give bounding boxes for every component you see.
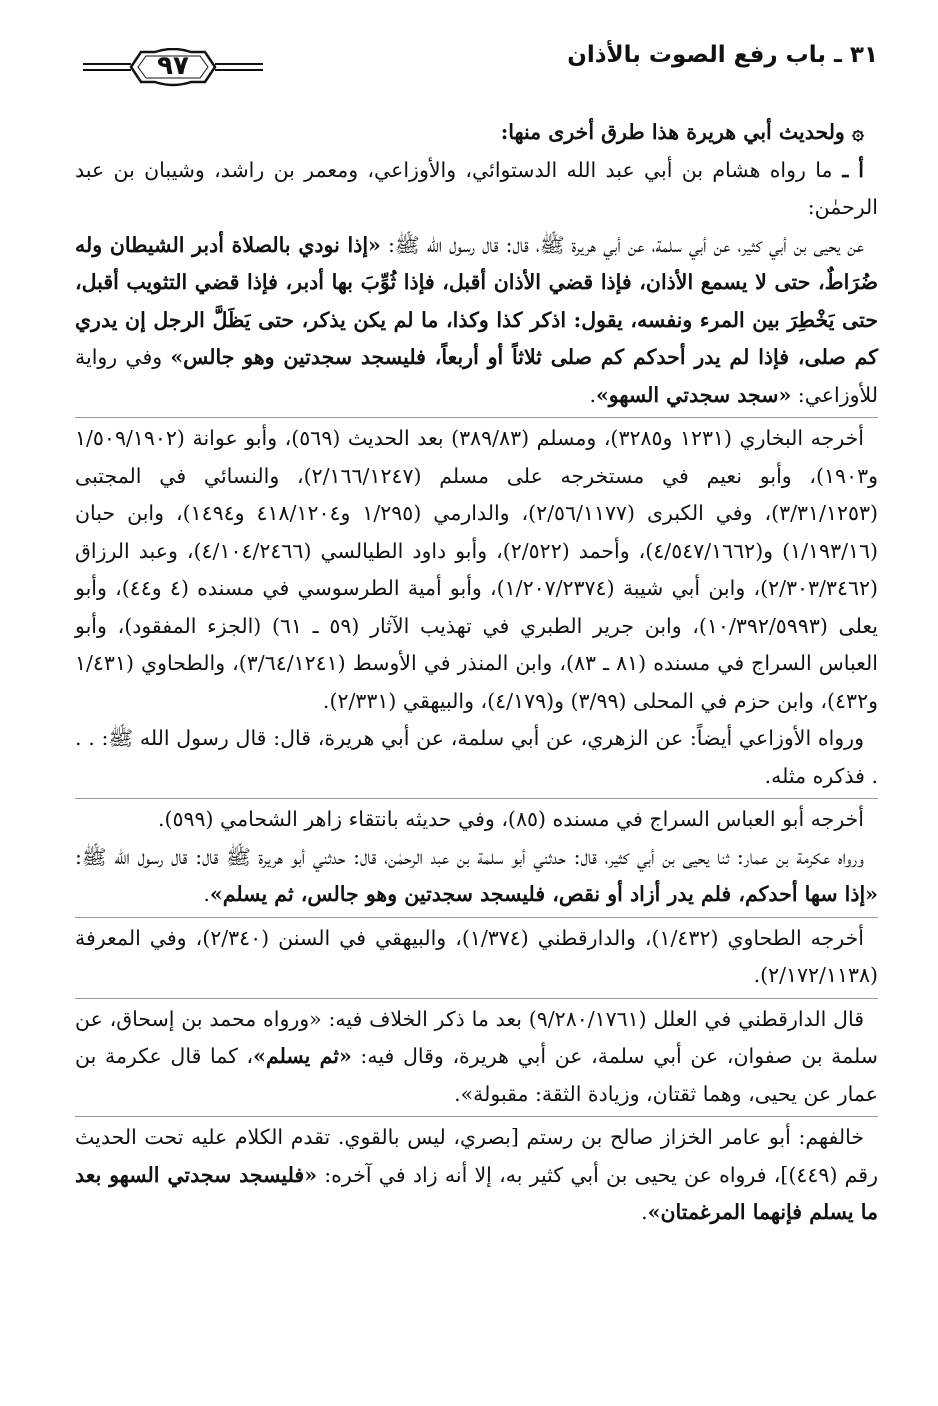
book-page — [75, 30, 878, 1390]
text-segment: وفي رواية للأوزاعي: — [75, 345, 878, 407]
text-segment: . — [641, 1200, 648, 1224]
text-paragraph — [75, 114, 878, 152]
text-paragraph — [75, 417, 878, 720]
text-segment: . — [203, 882, 210, 906]
text-segment: ورواه عكرمة بن عمار: ثنا يحيى بن أبي كثير، قال: حدثني أبو سلمة بن عبد الرحمٰن، قال: حدثني أبو هريرة ﷺ قال: قال رسول الله ﷺ: — [75, 844, 864, 869]
bold-text-segment: أ ـ — [832, 157, 865, 182]
text-segment: أخرجه أبو العباس السراج في مسنده (٨٥)، وفي حديثه بانتقاء زاهر الشحامي (٥٩٩). — [157, 807, 864, 831]
bold-text-segment: «إذا نودي بالصلاة أدبر الشيطان وله ضُرَاطٌ، حتى لا يسمع الأذان، فإذا قضي الأذان أقبل، فإذا ثُوِّبَ بها أدبر، فإذا قضي التثويب أقبل، حتى يَخْطِرَ بين المرء ونفسه، يقول: اذكر كذا وكذا، ما لم يكن يذكر، حتى يَظَلَّ الرجل إن يدري كم صلى، فإذا لم يدر أحدكم كم صلى ثلاثاً أو أربعاً، فليسجد سجدتين وهو جالس» — [75, 232, 878, 369]
bold-text-segment: ولحديث أبي هريرة هذا طرق أخرى منها: — [500, 120, 845, 144]
text-paragraph — [75, 839, 878, 914]
text-segment: ما رواه هشام بن أبي عبد الله الدستوائي، والأوزاعي، ومعمر بن راشد، وشيبان بن عبد الرحمٰن: — [75, 157, 878, 219]
bold-text-segment: «إذا سها أحدكم، فلم يدر أزاد أو نقص، فليسجد سجدتين وهو جالس، ثم يسلم» — [209, 882, 878, 906]
text-segment: عن يحيى بن أبي كثير، عن أبي سلمة، عن أبي هريرة ﷺ، قال: قال رسول الله ﷺ: — [380, 232, 864, 257]
text-segment: أخرجه الطحاوي (١/٤٣٢)، والدارقطني (١/٣٧٤)، والبيهقي في السنن (٢/٣٤٠)، وفي المعرفة (٢/١٧٢/١١٣٨). — [75, 925, 878, 987]
text-paragraph — [75, 798, 878, 839]
page-number-badge — [83, 48, 263, 88]
text-segment: قال الدارقطني في العلل (٩/٢٨٠/١٧٦١) بعد ما ذكر الخلاف فيه: «ورواه محمد بن إسحاق، عن سلمة بن صفوان، عن أبي سلمة، عن أبي هريرة، وقال فيه: — [75, 1006, 878, 1068]
text-paragraph — [75, 998, 878, 1114]
chapter-title: ٣١ ـ باب رفع الصوت بالأذان — [567, 42, 878, 68]
text-segment: خالفهم: أبو عامر الخزاز صالح بن رستم [بصري، ليس بالقوي. تقدم الكلام عليه تحت الحديث رقم (٤٤٩)]، فرواه عن يحيى بن أبي كثير به، إلا أنه زاد في آخره: — [75, 1125, 879, 1187]
text-paragraph — [75, 917, 878, 995]
page-header — [75, 30, 878, 94]
main-text — [75, 114, 878, 1232]
text-segment: أخرجه البخاري (١٢٣١ و٣٢٨٥)، ومسلم (٣٨٩/٨٣) بعد الحديث (٥٦٩)، وأبو عوانة (١/٥٠٩/١٩٠٢ و١٩٠٣)، وأبو نعيم في مستخرجه على مسلم (٢/١٦٦/١٢٤٧)، والنسائي في المجتبى (٣/٣١/١٢٥٣)، وفي الكبرى (٢/٥٦/١١٧٧)، والدارمي (١/٢٩٥ و٤١٨/١٢٠٤ و١٤٩٤)، وابن حبان (١/١٩٣/١٦) و(٤/٥٤٧/١٦٦٢)، وأحمد (٢/٥٢٢)، وأبو داود الطيالسي (٤/١٠٤/٢٤٦٦)، وعبد الرزاق (٢/٣٠٣/٣٤٦٢)، وابن أبي شيبة (١/٢٠٧/٢٣٧٤)، وأبو أمية الطرسوسي في مسنده (٤ و٤٤)، وأبو يعلى (١٠/٣٩٢/٥٩٩٣)، وابن جرير الطبري في تهذيب الآثار (٥٩ ـ ٦١) (الجزء المفقود)، وأبو العباس السراج في مسنده (٨١ ـ ٨٣)، وابن المنذر في الأوسط (٣/٦٤/١٢٤١)، والطحاوي (١/٤٣١ و٤٣٢)، وابن حزم في المحلى (٣/٩٩) و(٤/١٧٩)، والبيهقي (٢/٣٣١). — [75, 426, 879, 713]
bold-text-segment: «فليسجد سجدتي السهو بعد ما يسلم فإنهما المرغمتان» — [75, 1162, 878, 1224]
text-segment: . — [589, 382, 596, 407]
bold-text-segment: «ثم يسلم» — [253, 1044, 352, 1068]
text-paragraph — [75, 720, 878, 795]
text-segment: ، كما قال عكرمة بن عمار عن يحيى، وهما ثقتان، وزيادة الثقة: مقبولة». — [75, 1044, 878, 1106]
text-segment: ورواه الأوزاعي أيضاً: عن الزهري، عن أبي سلمة، عن أبي هريرة، قال: قال رسول الله ﷺ: . . . فذكره مثله. — [75, 726, 878, 788]
text-paragraph — [75, 227, 878, 415]
bold-text-segment: «سجد سجدتي السهو» — [595, 382, 792, 407]
bold-text-segment: ۞ — [844, 120, 864, 144]
text-paragraph — [75, 152, 878, 227]
page-number: ٩٧ — [157, 51, 189, 81]
text-paragraph — [75, 1116, 878, 1232]
